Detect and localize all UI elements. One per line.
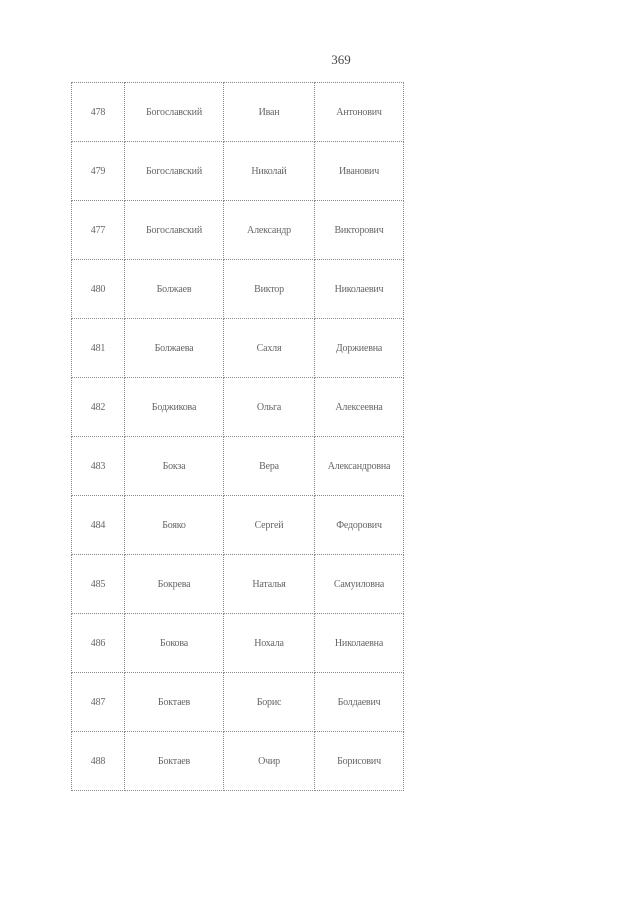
- patronymic: Иванович: [315, 142, 404, 201]
- table-row: [72, 555, 404, 614]
- last-name: Богославский: [125, 201, 224, 260]
- first-name: Очир: [224, 732, 315, 791]
- row-number: 485: [72, 555, 125, 614]
- patronymic: Антонович: [315, 83, 404, 142]
- patronymic: Самуиловна: [315, 555, 404, 614]
- row-number: 484: [72, 496, 125, 555]
- names-table: [71, 82, 404, 791]
- patronymic: Борисович: [315, 732, 404, 791]
- first-name: Наталья: [224, 555, 315, 614]
- table-row: [72, 378, 404, 437]
- first-name: Иван: [224, 83, 315, 142]
- row-number: 488: [72, 732, 125, 791]
- row-number: 481: [72, 319, 125, 378]
- patronymic: Болдаевич: [315, 673, 404, 732]
- table-row: [72, 83, 404, 142]
- patronymic: Александровна: [315, 437, 404, 496]
- last-name: Болжаева: [125, 319, 224, 378]
- last-name: Бояко: [125, 496, 224, 555]
- first-name: Сахля: [224, 319, 315, 378]
- last-name: Болжаев: [125, 260, 224, 319]
- patronymic: Николаевна: [315, 614, 404, 673]
- first-name: Нохала: [224, 614, 315, 673]
- last-name: Богославский: [125, 83, 224, 142]
- last-name: Боктаев: [125, 732, 224, 791]
- row-number: 479: [72, 142, 125, 201]
- table-row: [72, 201, 404, 260]
- first-name: Борис: [224, 673, 315, 732]
- row-number: 480: [72, 260, 125, 319]
- patronymic: Викторович: [315, 201, 404, 260]
- first-name: Вера: [224, 437, 315, 496]
- row-number: 487: [72, 673, 125, 732]
- page-number: 369: [331, 52, 351, 67]
- patronymic: Николаевич: [315, 260, 404, 319]
- row-number: 477: [72, 201, 125, 260]
- table-row: [72, 142, 404, 201]
- table-row: [72, 319, 404, 378]
- first-name: Ольга: [224, 378, 315, 437]
- first-name: Виктор: [224, 260, 315, 319]
- row-number: 478: [72, 83, 125, 142]
- table-row: [72, 614, 404, 673]
- last-name: Боктаев: [125, 673, 224, 732]
- last-name: Бокза: [125, 437, 224, 496]
- table-row: [72, 673, 404, 732]
- table-row: [72, 437, 404, 496]
- row-number: 486: [72, 614, 125, 673]
- last-name: Богославский: [125, 142, 224, 201]
- last-name: Боджикова: [125, 378, 224, 437]
- first-name: Николай: [224, 142, 315, 201]
- last-name: Бокрева: [125, 555, 224, 614]
- table-row: [72, 496, 404, 555]
- table-row: [72, 732, 404, 791]
- row-number: 482: [72, 378, 125, 437]
- last-name: Бокова: [125, 614, 224, 673]
- table-row: [72, 260, 404, 319]
- first-name: Александр: [224, 201, 315, 260]
- patronymic: Алексеевна: [315, 378, 404, 437]
- first-name: Сергей: [224, 496, 315, 555]
- patronymic: Доржиевна: [315, 319, 404, 378]
- row-number: 483: [72, 437, 125, 496]
- patronymic: Федорович: [315, 496, 404, 555]
